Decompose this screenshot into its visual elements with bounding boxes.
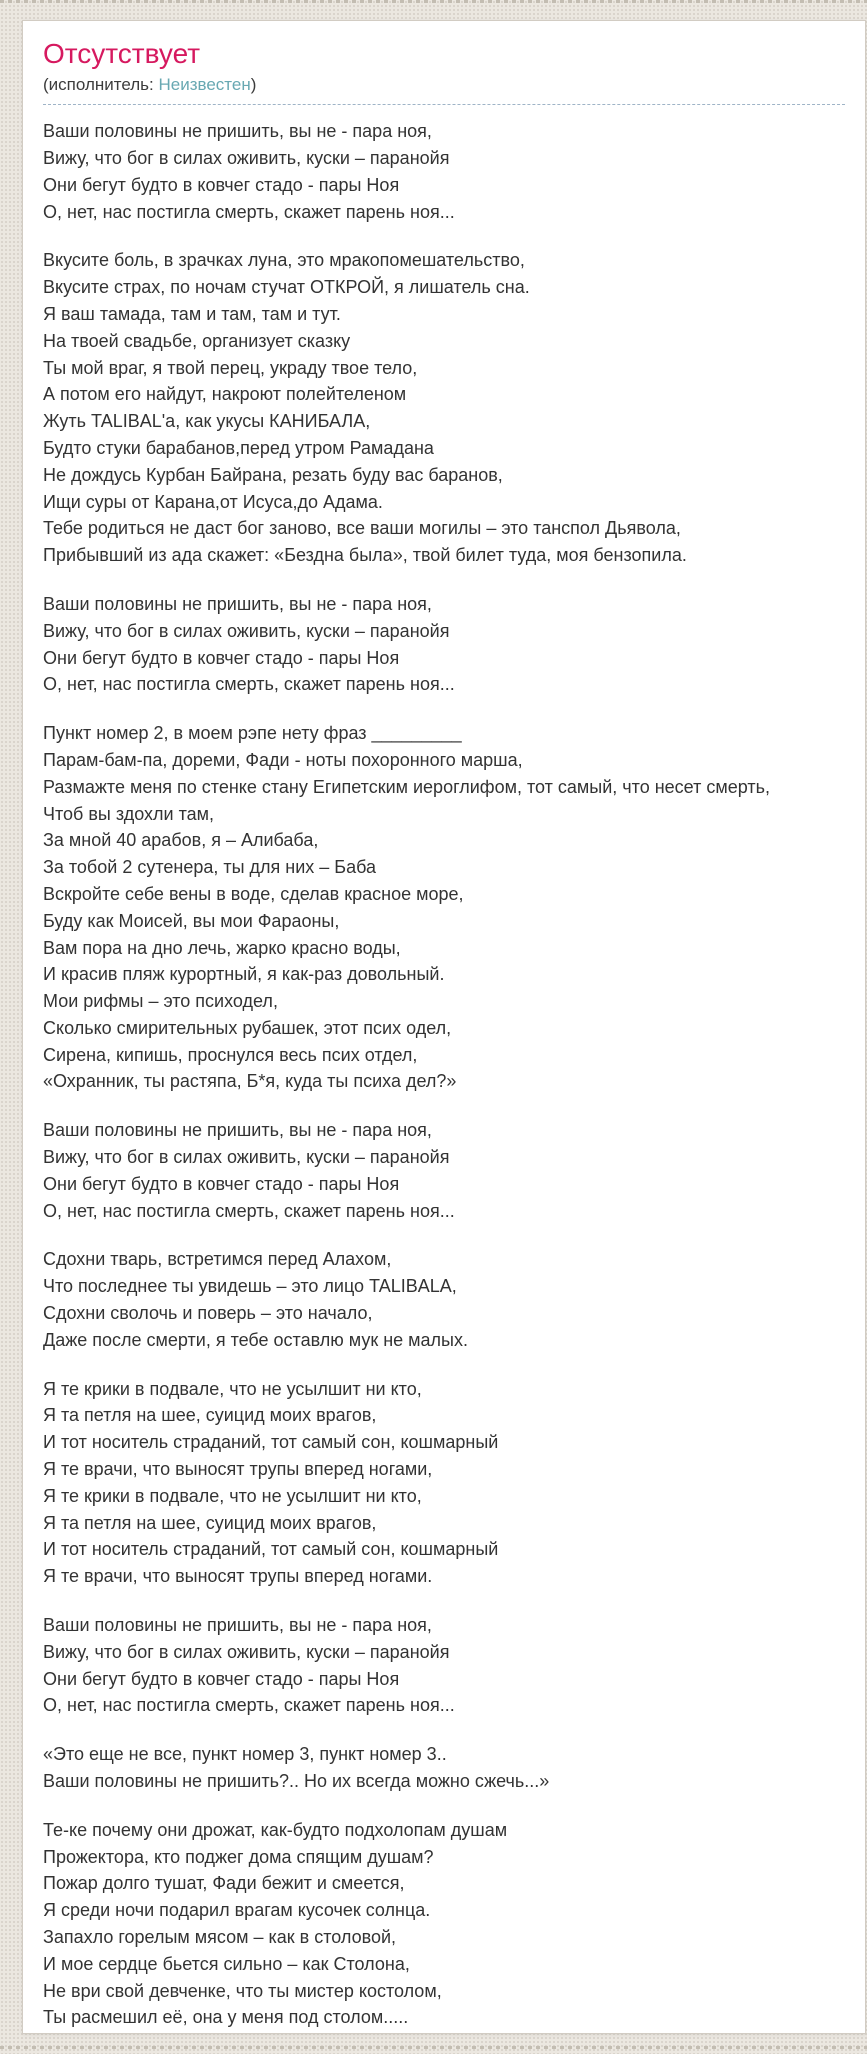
lyrics-line: Пожар долго тушат, Фади бежит и смеется, [43,1873,405,1894]
lyrics-line: Я те врачи, что выносят трупы вперед ногами. [43,1566,433,1587]
lyrics-line: Ваши половины не пришить, вы не - пара ноя, [43,121,432,142]
lyrics-line: Вкусите страх, по ночам стучат ОТКРОЙ, я лишатель сна. [43,277,530,298]
lyrics-line: И красив пляж курортный, я как-раз довольный. [43,964,445,985]
lyrics-line: Ты мой враг, я твой перец, украду твое тело, [43,357,418,378]
lyrics-line: Мои рифмы – это психодел, [43,991,278,1012]
lyrics-line: Даже после смерти, я тебе оставлю мук не малых. [43,1329,468,1350]
lyrics-line: О, нет, нас постигла смерть, скажет парень ноя... [43,674,455,695]
lyrics-line: Ты расмешил её, она у меня под столом..... [43,2007,409,2028]
lyrics-line: Они бегут будто в ковчег стадо - пары Ноя [43,1668,400,1689]
lyrics-line: Тебе родиться не даст бог заново, все ваши могилы – это танспол Дьявола, [43,518,681,539]
lyrics-line: Сирена, кипишь, проснулся весь псих отдел, [43,1044,418,1065]
lyrics-stanza [43,1246,845,1353]
lyrics-line: И тот носитель страданий, тот самый сон, кошмарный [43,1539,499,1560]
lyrics-stanza [43,1376,845,1590]
lyrics-line: Я те врачи, что выносят трупы вперед ногами, [43,1459,433,1480]
lyrics-line: Прибывший из ада скажет: «Бездна была», твой билет туда, моя бензопила. [43,545,687,566]
lyrics-line: И тот носитель страданий, тот самый сон, кошмарный [43,1432,499,1453]
lyrics-line: Вижу, что бог в силах оживить, куски – паранойя [43,147,450,168]
lyrics-stanza [43,720,845,1095]
lyrics-stanza [43,1612,845,1719]
lyrics-line: Ищи суры от Карана,от Исуса,до Адама. [43,491,383,512]
lyrics-line: О, нет, нас постигла смерть, скажет парень ноя... [43,1695,455,1716]
lyrics-line: «Охранник, ты растяпа, Б*я, куда ты психа дел?» [43,1071,457,1092]
lyrics-line: Парам-бам-па, дореми, Фади - ноты похоронного марша, [43,749,523,770]
lyrics-line: Вскройте себе вены в воде, сделав красное море, [43,883,464,904]
lyrics-stanza [43,1741,845,1795]
lyrics-line: Размажте меня по стенке стану Египетским иероглифом, тот самый, что несет смерть, [43,776,770,797]
lyrics-line: Вкусите боль, в зрачках луна, это мракопомешательство, [43,250,525,271]
lyrics-line: Они бегут будто в ковчег стадо - пары Ноя [43,174,400,195]
page-top-dashed-border [0,0,867,3]
lyrics-line: Вижу, что бог в силах оживить, куски – паранойя [43,1641,450,1662]
lyrics-stanza [43,247,845,569]
lyrics-line: Они бегут будто в ковчег стадо - пары Ноя [43,647,400,668]
artist-label-suffix: ) [250,75,257,95]
lyrics-line: О, нет, нас постигла смерть, скажет парень ноя... [43,1200,455,1221]
lyrics-line: Те-ке почему они дрожат, как-будто подхолопам душам [43,1819,508,1840]
lyrics-line: Я та петля на шее, суицид моих врагов, [43,1405,377,1426]
lyrics-line: Они бегут будто в ковчег стадо - пары Ноя [43,1173,400,1194]
lyrics-line: Сколько смирительных рубашек, этот псих одел, [43,1017,452,1038]
lyrics-stanza [43,1117,845,1224]
lyrics-line: На твоей свадьбе, организует сказку [43,330,351,351]
page-bottom-dashed-border [0,2046,867,2049]
lyrics-line: Ваши половины не пришить, вы не - пара ноя, [43,1615,432,1636]
lyrics-card [22,20,866,2034]
lyrics-line: Я среди ночи подарил врагам кусочек солнца. [43,1900,431,1921]
lyrics-line: Вижу, что бог в силах оживить, куски – паранойя [43,620,450,641]
lyrics-line: Не дождусь Курбан Байрана, резать буду вас баранов, [43,464,503,485]
lyrics-line: Вижу, что бог в силах оживить, куски – паранойя [43,1147,450,1168]
lyrics-line: Чтоб вы здохли там, [43,803,215,824]
lyrics-line: Запахло горелым мясом – как в столовой, [43,1927,397,1947]
lyrics-line: Я ваш тамада, там и там, там и тут. [43,303,341,324]
lyrics-line: За тобой 2 сутенера, ты для них – Баба [43,857,377,878]
lyrics-line: Ваши половины не пришить, вы не - пара ноя, [43,1120,432,1141]
lyrics-line: О, нет, нас постигла смерть, скажет парень ноя... [43,201,455,222]
lyrics-stanza [43,591,845,698]
lyrics-line: Буду как Моисей, вы мои Фараоны, [43,910,340,931]
lyrics-line: Вам пора на дно лечь, жарко красно воды, [43,937,401,958]
lyrics-line: Пункт номер 2, в моем рэпе нету фраз _________ [43,723,462,744]
lyrics-line: «Это еще не все, пункт номер 3, пункт номер 3.. [43,1744,447,1765]
lyrics-stanza [43,1817,845,2031]
lyrics-line: Жуть TALIBAL'a, как укусы КАНИБАЛА, [43,411,371,432]
lyrics-line: Я те крики в подвале, что не усылшит ни кто, [43,1485,422,1506]
lyrics-line: Ваши половины не пришить, вы не - пара ноя, [43,593,432,614]
artist-label-prefix: (исполнитель: [43,75,159,95]
artist-link[interactable]: Неизвестен [158,75,251,95]
lyrics-line: Сдохни сволочь и поверь – это начало, [43,1303,373,1324]
lyrics-line: Будто стуки барабанов,перед утром Рамадана [43,437,434,458]
lyrics-line: Что последнее ты увидешь – это лицо TALIBALA, [43,1276,457,1297]
lyrics-line: Прожектора, кто поджег дома спящим душам? [43,1846,434,1867]
lyrics-line: Ваши половины не пришить?.. Но их всегда можно сжечь...» [43,1771,550,1792]
artist-line [43,75,845,105]
lyrics-line: А потом его найдут, накроют полейтеленом [43,384,407,405]
lyrics-line: Сдохни тварь, встретимся перед Алахом, [43,1249,392,1270]
lyrics-line: Я та петля на шее, суицид моих врагов, [43,1512,377,1533]
lyrics-line: Я те крики в подвале, что не усылшит ни кто, [43,1378,422,1399]
lyrics-line: И мое сердце бьется сильно – как Столона, [43,1953,410,1974]
lyrics-line: Не ври свой девченке, что ты мистер костолом, [43,1980,442,2001]
lyrics-stanza [43,118,845,225]
lyrics-line: За мной 40 арабов, я – Алибаба, [43,830,319,851]
lyrics-text [43,118,845,2031]
song-title: Отсутствует [43,38,201,69]
